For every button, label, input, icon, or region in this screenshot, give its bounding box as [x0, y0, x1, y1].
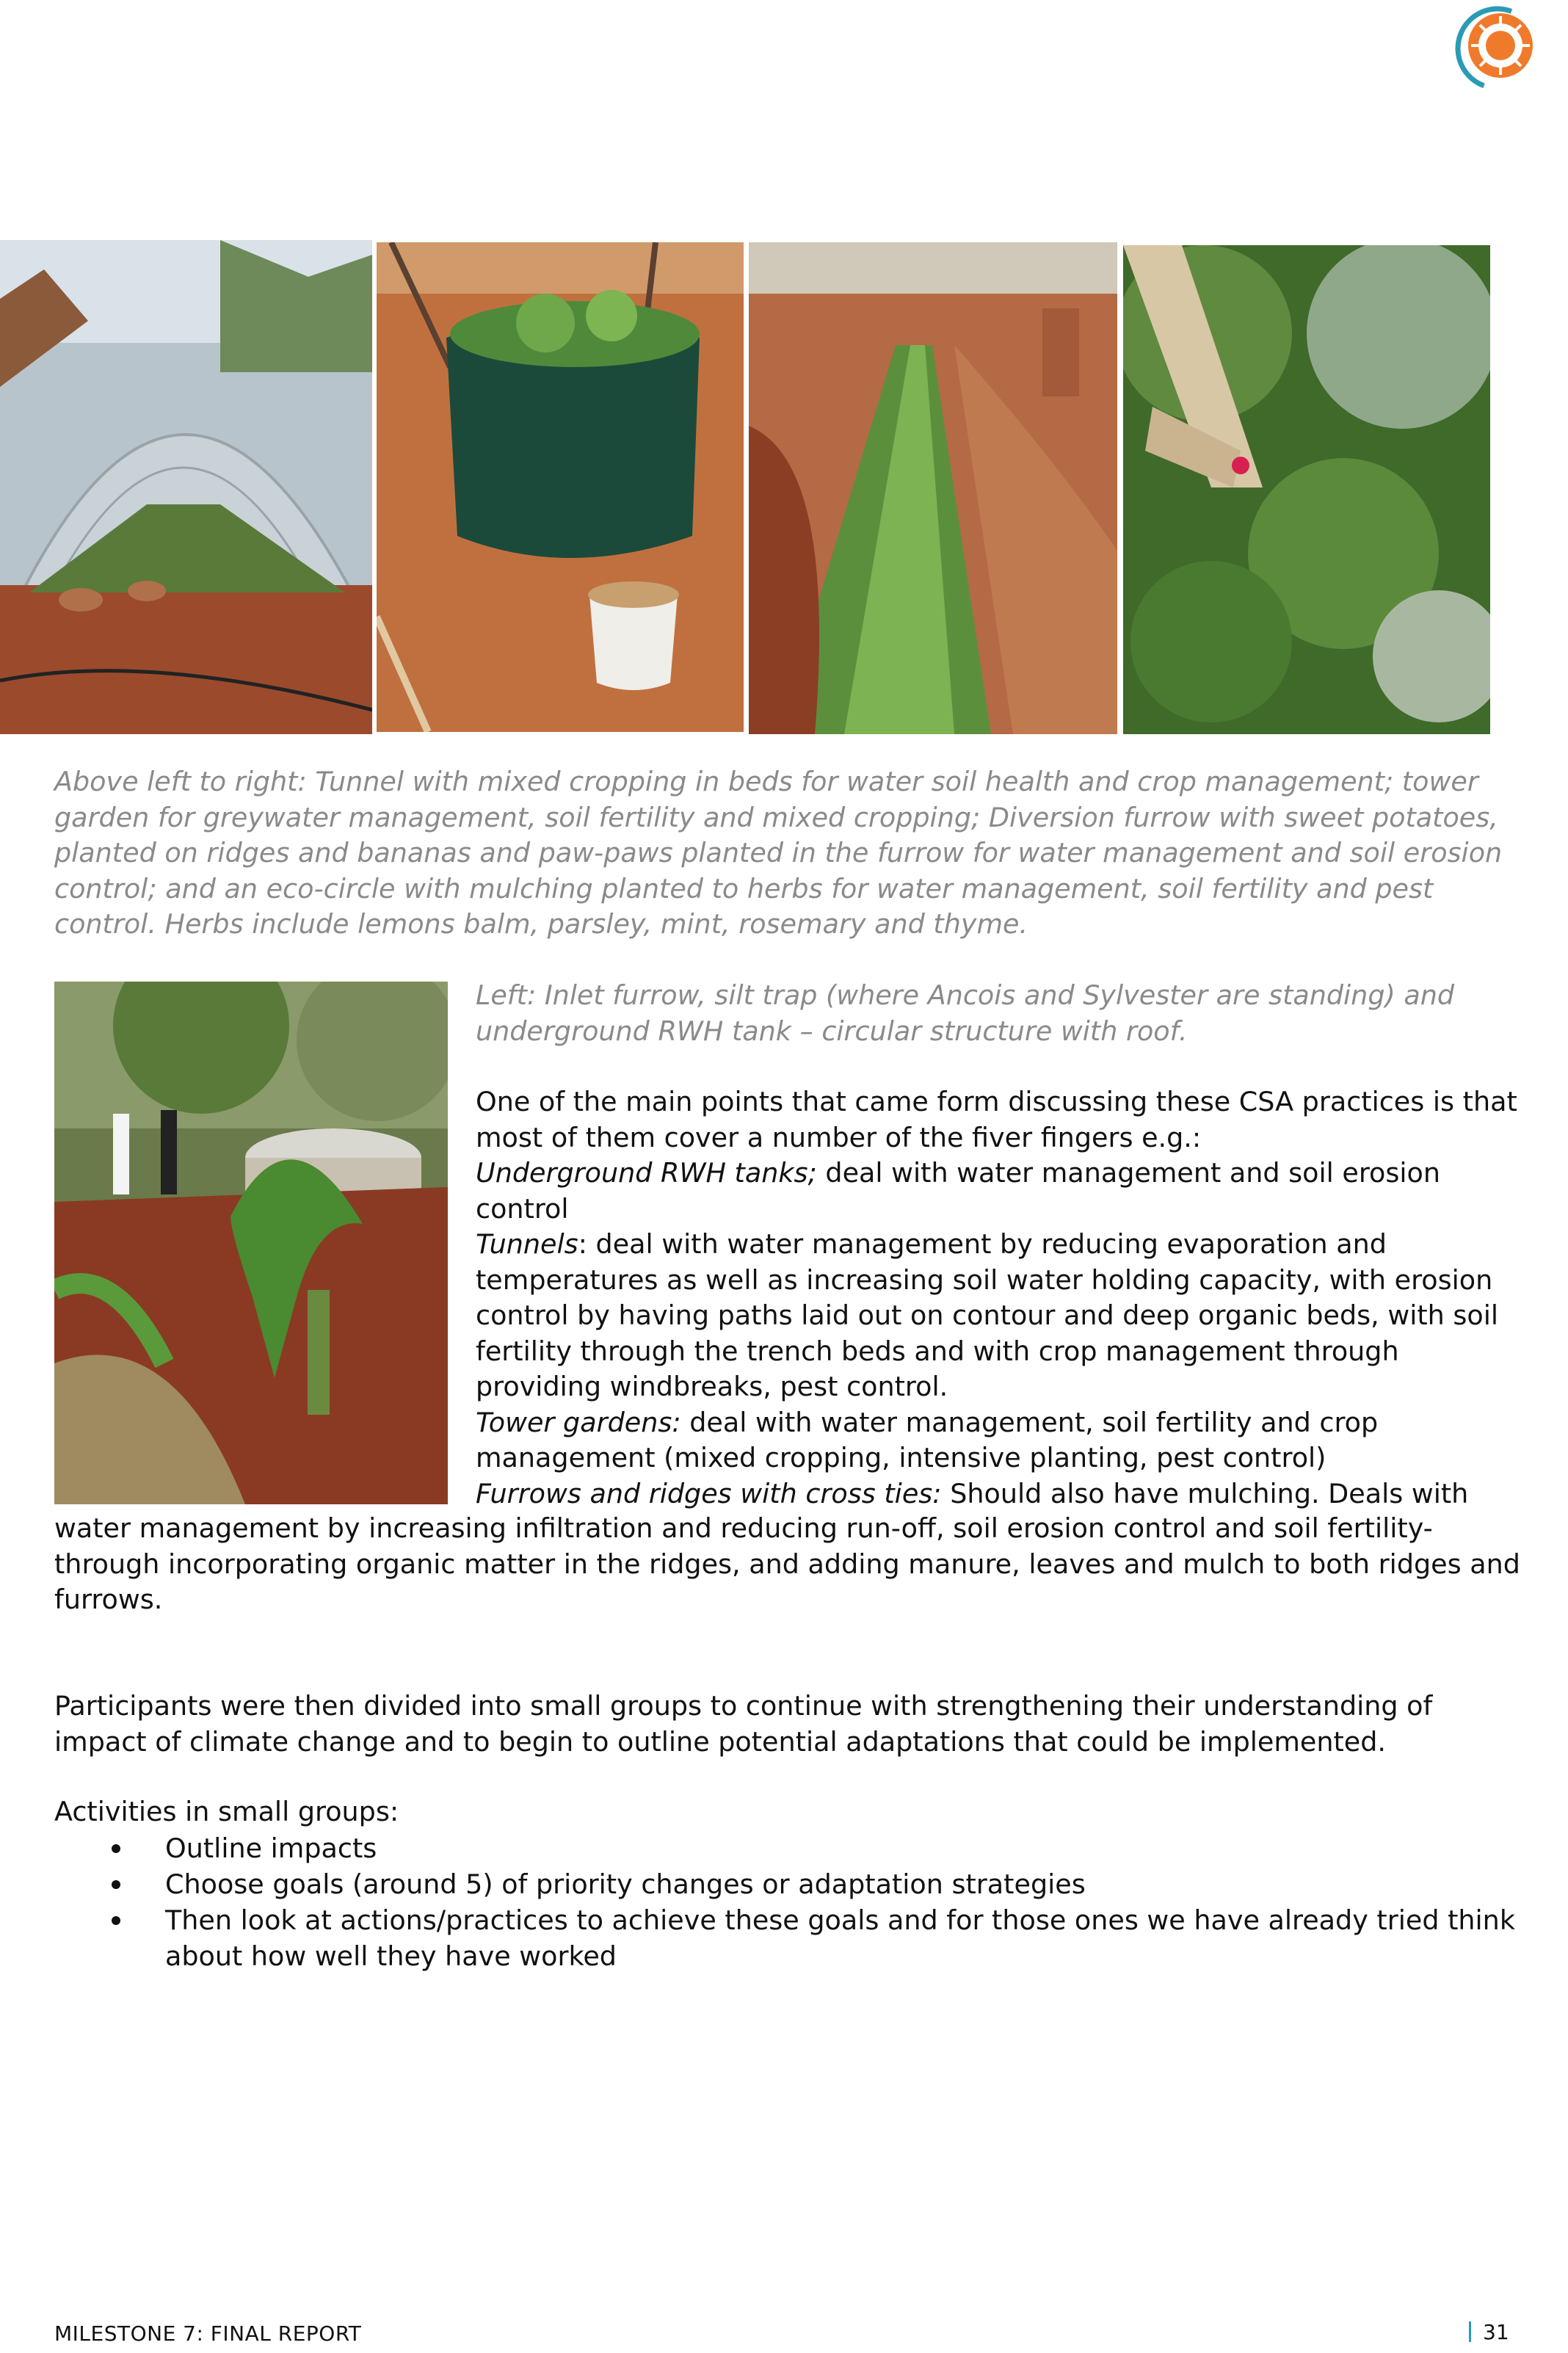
bullet-icon — [112, 1916, 120, 1925]
csa-practices-text — [476, 1084, 1525, 1512]
list-item: Then look at actions/practices to achieve these goals and for those ones we have already tried think about how well they have worked — [54, 1902, 1522, 1974]
footer-report-title: MILESTONE 7: FINAL REPORT — [54, 2321, 362, 2346]
tunnels-paragraph — [476, 1227, 1525, 1405]
tunnels-text: : deal with water management by reducing evaporation and temperatures as well as increasing soil water holding capacity, with erosion control by having paths laid out on contour and deep organic beds, with soil fertility through the trench beds and with crop management through providing windbreaks, pest control. — [476, 1228, 1499, 1402]
list-item: Outline impacts — [54, 1830, 1522, 1866]
rwh-paragraph — [476, 1156, 1525, 1227]
tunnel-photo — [0, 240, 372, 734]
rwh-text: deal with water management and soil erosion control — [476, 1157, 1440, 1225]
activities-heading: Activities in small groups: — [54, 1796, 399, 1827]
inlet-furrow-photo — [54, 982, 448, 1504]
furrows-text-a: Should also have mulching. Deals with — [941, 1477, 1469, 1509]
furrows-continuation: water management by increasing infiltration and reducing run-off, soil erosion control and soil fertility- through incorporating organic matter in the ridges, and adding manure, leaves and mulch to both ridges and furrows. — [54, 1512, 1520, 1615]
eco-circle-photo — [1123, 245, 1490, 734]
rwh-label: Underground RWH tanks; — [476, 1157, 817, 1189]
footer-divider — [1469, 2321, 1471, 2342]
tunnels-label: Tunnels — [476, 1228, 578, 1260]
bullet-icon — [112, 1844, 120, 1853]
intro-paragraph: One of the main points that came form discussing these CSA practices is that most of them cover a number of the fiver fingers e.g.: — [476, 1086, 1517, 1153]
furrows-label: Furrows and ridges with cross ties: — [476, 1477, 942, 1509]
tower-paragraph — [476, 1405, 1525, 1476]
list-item: Choose goals (around 5) of priority changes or adaptation strategies — [54, 1866, 1522, 1902]
diversion-furrow-photo — [749, 242, 1117, 734]
photo-caption-left: Left: Inlet furrow, silt trap (where Ancois and Sylvester are standing) and underground RWH tank – circular structure with roof. — [476, 979, 1454, 1047]
tower-label: Tower gardens: — [476, 1406, 681, 1438]
sun-logo-icon — [1445, 0, 1547, 103]
furrows-paragraph — [476, 1476, 1525, 1512]
participants-paragraph: Participants were then divided into small groups to continue with strengthening their understanding of impact of climate change and to begin to outline potential adaptations that could be implemented. — [54, 1690, 1433, 1758]
page-number: 31 — [1469, 2320, 1509, 2344]
tower-garden-photo — [377, 242, 744, 732]
tower-text: deal with water management, soil fertility and crop management (mixed cropping, intensive planting, pest control) — [476, 1406, 1379, 1473]
photo-caption-top: Above left to right: Tunnel with mixed cropping in beds for water soil health and crop management; tower garden for greywater management, soil fertility and mixed cropping; Diversion furrow with sweet potatoes, planted on ridges and bananas and paw-paws planted in the furrow for water management and soil erosion control; and an eco-circle with mulching planted to herbs for water management, soil fertility and pest control. Herbs include lemons balm, parsley, mint, rosemary and thyme. — [54, 766, 1503, 940]
activities-list — [54, 1830, 1522, 1974]
bullet-icon — [112, 1880, 120, 1889]
